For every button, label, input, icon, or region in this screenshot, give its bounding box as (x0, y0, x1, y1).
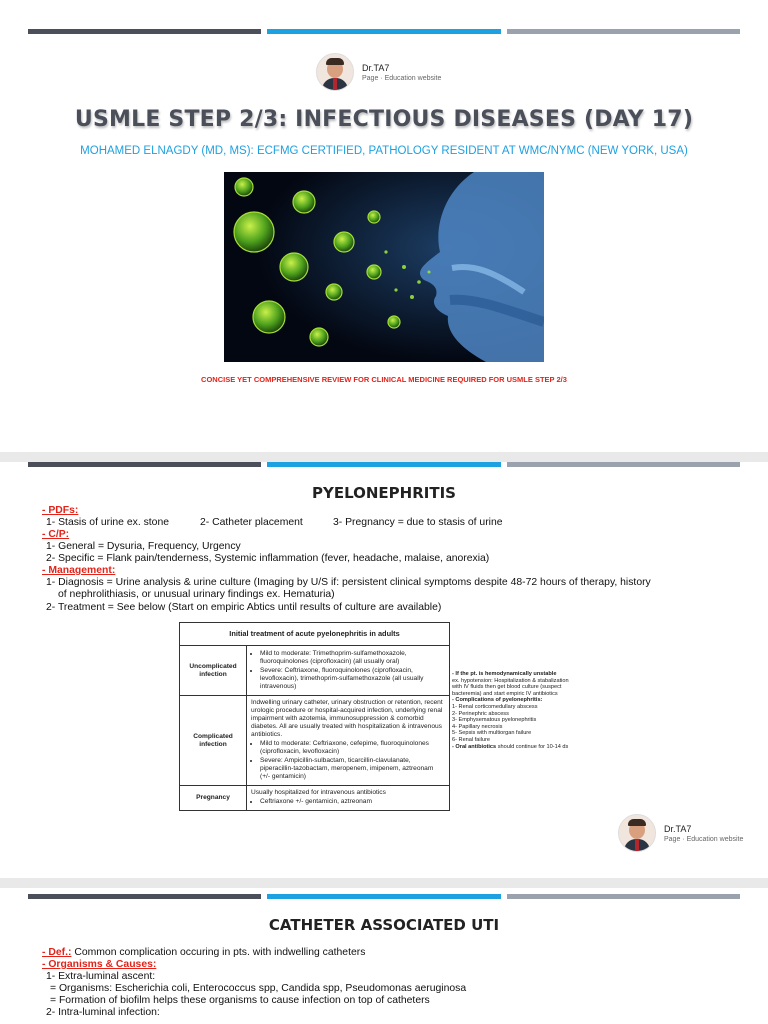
management-label: - Management: (42, 565, 116, 576)
table-bullet: • Severe: Ampicillin-sulbactam, ticarcillin-clavulanate, piperacillin-tazobactam, meropenem, imipenem, aztreonam (+/- gentamicin) (260, 757, 445, 781)
slide-top-bars (28, 894, 740, 899)
brand-subtitle: Page · Education website (362, 74, 442, 82)
slide-top-bars (28, 29, 740, 34)
organisms-item-1: 1- Extra-luminal ascent: (46, 971, 156, 982)
management-item-1a: 1- Diagnosis = Urine analysis & urine culture (Imaging by U/S if: persistent clinical symptoms despite 48-72 hours of therapy, history (46, 577, 651, 588)
definition-label: - Def.: (42, 947, 72, 958)
table-bullet: • Severe: Ceftriaxone, fluoroquinolones (ciprofloxacin, levofloxacin), trimethoprim-sulfamethoxazole (all usually intravenous) (260, 667, 445, 691)
brand-badge[interactable] (316, 53, 441, 91)
organisms-label: - Organisms & Causes: (42, 959, 157, 970)
slide-top-bars (28, 462, 740, 467)
table-header: Initial treatment of acute pyelonephritis in adults (180, 623, 450, 646)
side-note: - Oral antibiotics (452, 743, 497, 750)
side-note: 4- Papillary necrosis (452, 723, 503, 730)
side-note: 1- Renal corticomedullary abscess (452, 703, 538, 710)
side-note: 2- Perinephric abscess (452, 710, 509, 717)
row-label-uncomplicated: Uncomplicated infection (180, 646, 247, 696)
cp-item-2: 2- Specific = Flank pain/tenderness, Systemic inflammation (fever, headache, malaise, anorexia) (46, 553, 490, 564)
table-cell-text: Usually hospitalized for intravenous antibiotics (251, 789, 386, 796)
side-note: 6- Renal failure (452, 736, 490, 743)
row-label-complicated: Complicated infection (180, 696, 247, 786)
side-note: ex. hypotension: Hospitalization & stabalization (452, 677, 569, 684)
side-note: should continue for 10-14 ds (496, 743, 569, 750)
brand-badge[interactable] (618, 814, 743, 852)
pdfs-label: - PDFs: (42, 505, 79, 516)
side-note: - If the pt. is hemodynamically unstable (452, 671, 557, 677)
pdfs-item-2: 2- Catheter placement (200, 517, 303, 528)
management-item-1b: of nephrolithiasis, or unusual urinary findings ex. Hematuria) (58, 589, 335, 600)
slide-title (0, 0, 768, 452)
table-bullet: • Mild to moderate: Ceftriaxone, cefepime, fluoroquinolones (ciprofloxacin, levofloxacin) (260, 740, 445, 756)
table-row (180, 646, 450, 696)
treatment-table (179, 622, 450, 811)
row-label-pregnancy: Pregnancy (180, 786, 247, 811)
side-note: bacteremia) and start empiric IV antibiotics (452, 690, 558, 697)
table-cell-text: Indwelling urinary catheter, urinary obstruction or retention, recent urologic procedure or hospital-acquired infection, underlying renal impairment with azotemia, immunosuppression & comorbid diabetes. All are usually treated with hospitalization & intravenous antibiotics. (251, 699, 443, 738)
table-row (180, 696, 450, 786)
table-bullet: • Ceftriaxone +/- gentamicin, aztreonam (260, 798, 445, 806)
side-notes (452, 671, 569, 750)
page-title: USMLE STEP 2/3: INFECTIOUS DISEASES (DAY 17) (74, 107, 694, 132)
organisms-item-1b: = Formation of biofilm helps these organisms to cause infection on top of catheters (50, 995, 430, 1006)
avatar (316, 53, 354, 91)
brand-name: Dr.TA7 (362, 62, 390, 73)
cp-label: - C/P: (42, 529, 70, 540)
avatar (618, 814, 656, 852)
brand-name: Dr.TA7 (664, 823, 692, 834)
definition-text: Common complication occuring in pts. with indwelling catheters (71, 947, 366, 958)
management-item-2: 2- Treatment = See below (Start on empiric Abtics until results of culture are available) (46, 602, 442, 613)
section-title: PYELONEPHRITIS (312, 484, 456, 502)
side-note: - Complications of pyelonephritis: (452, 697, 543, 704)
tagline: CONCISE YET COMPREHENSIVE REVIEW FOR CLINICAL MEDICINE REQUIRED FOR USMLE STEP 2/3 (201, 375, 567, 384)
slide-separator (0, 878, 768, 888)
virus-illustration (224, 172, 544, 362)
pdfs-item-1: 1- Stasis of urine ex. stone (46, 517, 170, 528)
cp-item-1: 1- General = Dysuria, Frequency, Urgency (46, 541, 241, 552)
table-bullet: • Mild to moderate: Trimethoprim-sulfamethoxazole, fluoroquinolones (ciprofloxacin) (all usually oral) (260, 650, 445, 666)
section-title: CATHETER ASSOCIATED UTI (268, 916, 500, 934)
slide-separator (0, 452, 768, 462)
definition-line (42, 947, 365, 959)
author-line: MOHAMED ELNAGDY (MD, MS): ECFMG CERTIFIED, PATHOLOGY RESIDENT AT WMC/NYMC (NEW YORK, USA) (80, 145, 688, 157)
side-note: 3- Emphysematous pyelonephritis (452, 717, 537, 724)
organisms-item-2: 2- Intra-luminal infection: (46, 1007, 160, 1018)
brand-subtitle: Page · Education website (664, 835, 744, 843)
organisms-item-1a: = Organisms: Escherichia coli, Enterococcus spp, Candida spp, Pseudomonas aeruginosa (50, 983, 467, 994)
side-note: 5- Sepsis with multiorgan failure (452, 730, 532, 737)
pdfs-item-3: 3- Pregnancy = due to stasis of urine (333, 517, 503, 528)
side-note: with IV fluids then get blood culture (suspect (452, 684, 562, 691)
table-row (180, 786, 450, 811)
